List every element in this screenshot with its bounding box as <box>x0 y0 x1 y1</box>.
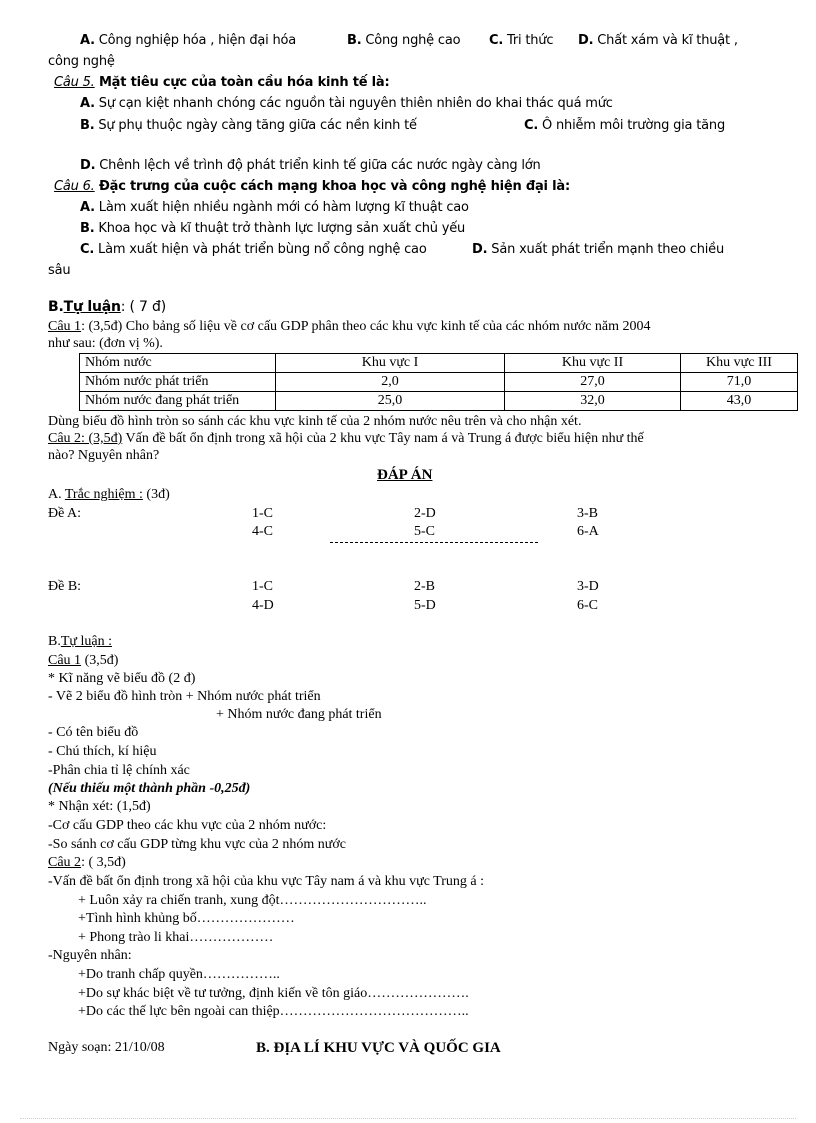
de-b-label: Đề B: <box>48 579 82 594</box>
answer-cell: 3-D <box>577 579 599 594</box>
answer-cell: 3-B <box>577 506 598 521</box>
answer-line: +Do sự khác biệt về tư tưởng, định kiến về tôn giáo…………………. <box>78 986 469 1001</box>
answer-line: - Chú thích, kí hiệu <box>48 744 157 759</box>
answer-line: -Phân chia tỉ lệ chính xác <box>48 763 190 778</box>
table-header-row <box>80 354 798 373</box>
answer-cell: 5-D <box>414 598 436 613</box>
essay-q2-text: Câu 2: (3,5đ) Vấn đề bất ổn định trong xã hội của 2 khu vực Tây nam á và Trung á được biểu hiện như thế <box>48 431 644 446</box>
answer-cell: 5-C <box>414 524 435 539</box>
essay-q1-instruction: Dùng biểu đồ hình tròn so sánh các khu vực kinh tế của 2 nhóm nước nêu trên và cho nhận xét. <box>48 414 582 429</box>
answer-title: ĐÁP ÁN <box>377 467 433 483</box>
table-cell: 71,0 <box>681 373 798 392</box>
table-cell: 2,0 <box>276 373 505 392</box>
page-edge-divider <box>20 1118 796 1119</box>
q5-option-a: A. Sự cạn kiệt nhanh chóng các nguồn tài nguyên thiên nhiên do khai thác quá mức <box>80 96 613 111</box>
table-cell: 32,0 <box>505 392 681 411</box>
q5-option-c: C. Ô nhiễm môi trường gia tăng <box>524 118 726 133</box>
answer-c2-heading: Câu 2: ( 3,5đ) <box>48 855 126 870</box>
table-cell: Nhóm nước phát triển <box>80 373 276 392</box>
table-header: Nhóm nước <box>80 354 276 373</box>
table-header: Khu vực I <box>276 354 505 373</box>
table-header: Khu vực III <box>681 354 798 373</box>
answer-cell: 1-C <box>252 579 273 594</box>
date-prepared: Ngày soạn: 21/10/08 <box>48 1040 165 1055</box>
table-cell: 25,0 <box>276 392 505 411</box>
q4-option-c: C. Tri thức <box>489 33 554 48</box>
table-cell: 43,0 <box>681 392 798 411</box>
answer-line: +Do tranh chấp quyền…………….. <box>78 967 280 982</box>
essay-q1-text-cont: như sau: (đơn vị %). <box>48 336 163 351</box>
answer-line: * Kĩ năng vẽ biểu đồ (2 đ) <box>48 671 196 686</box>
answer-cell: 1-C <box>252 506 273 521</box>
answer-line: + Luôn xảy ra chiến tranh, xung đột………………………….. <box>78 893 427 908</box>
answer-cell: 2-D <box>414 506 436 521</box>
separator-line <box>330 542 538 543</box>
answer-line: -Vấn đề bất ổn định trong xã hội của khu vực Tây nam á và khu vực Trung á : <box>48 874 484 889</box>
part-b-heading: B.Tự luận: ( 7 đ) <box>48 299 166 315</box>
answer-line: + Phong trào li khai……………… <box>78 930 274 945</box>
de-a-label: Đề A: <box>48 506 82 521</box>
answer-line: +Do các thế lực bên ngoài can thiệp………………………………….. <box>78 1004 469 1019</box>
answer-cell: 2-B <box>414 579 435 594</box>
section-title: B. ĐỊA LÍ KHU VỰC VÀ QUỐC GIA <box>256 1040 501 1056</box>
q5-option-b: B. Sự phụ thuộc ngày càng tăng giữa các nền kinh tế <box>80 118 417 133</box>
table-row <box>80 392 798 411</box>
answer-cell: 4-D <box>252 598 274 613</box>
table-row <box>80 373 798 392</box>
answer-cell: 4-C <box>252 524 273 539</box>
answer-line: - Vẽ 2 biểu đồ hình tròn + Nhóm nước phát triển <box>48 689 321 704</box>
answer-note: (Nếu thiếu một thành phần -0,25đ) <box>48 781 251 796</box>
q6-option-b: B. Khoa học và kĩ thuật trở thành lực lượng sản xuất chủ yếu <box>80 221 466 236</box>
answer-cell: 6-C <box>577 598 598 613</box>
q6-heading: Câu 6. Đặc trưng của cuộc cách mạng khoa học và công nghệ hiện đại là: <box>54 179 570 194</box>
table-header: Khu vực II <box>505 354 681 373</box>
answer-line: -So sánh cơ cấu GDP từng khu vực của 2 nhóm nước <box>48 837 346 852</box>
gdp-table <box>79 353 798 411</box>
q4-option-b: B. Công nghệ cao <box>347 33 461 48</box>
answer-line: + Nhóm nước đang phát triển <box>216 707 382 722</box>
essay-q2-text-cont: nào? Nguyên nhân? <box>48 448 160 463</box>
essay-q1-text: Câu 1: (3,5đ) Cho bảng số liệu về cơ cấu GDP phân theo các khu vực kinh tế của các nhóm nước năm 2004 <box>48 319 651 334</box>
q4-option-a: A. Công nghiệp hóa , hiện đại hóa <box>80 33 297 48</box>
q6-option-a: A. Làm xuất hiện nhiều ngành mới có hàm lượng kĩ thuật cao <box>80 200 469 215</box>
answer-line: * Nhận xét: (1,5đ) <box>48 799 151 814</box>
q4-option-d: D. Chất xám và kĩ thuật , <box>578 33 738 48</box>
answer-c1-heading: Câu 1 (3,5đ) <box>48 653 119 668</box>
table-cell: Nhóm nước đang phát triển <box>80 392 276 411</box>
answer-mc-heading: A. Trắc nghiệm : (3đ) <box>48 487 170 502</box>
answer-line: -Cơ cấu GDP theo các khu vực của 2 nhóm nước: <box>48 818 327 833</box>
q5-option-d: D. Chênh lệch về trình độ phát triển kinh tế giữa các nước ngày càng lớn <box>80 158 541 173</box>
answer-line: - Có tên biểu đồ <box>48 725 139 740</box>
answer-essay-heading: B.Tự luận : <box>48 634 112 649</box>
q5-heading: Câu 5. Mặt tiêu cực của toàn cầu hóa kinh tế là: <box>54 75 390 90</box>
q6-option-d: D. Sản xuất phát triển mạnh theo chiều <box>472 242 725 257</box>
answer-line: +Tình hình khủng bố………………… <box>78 911 295 926</box>
answer-line: -Nguyên nhân: <box>48 948 132 963</box>
table-cell: 27,0 <box>505 373 681 392</box>
q6-option-c: C. Làm xuất hiện và phát triển bùng nổ công nghệ cao <box>80 242 427 257</box>
answer-cell: 6-A <box>577 524 599 539</box>
q4-option-d-cont: công nghệ <box>48 54 115 69</box>
q6-option-d-cont: sâu <box>48 263 71 278</box>
